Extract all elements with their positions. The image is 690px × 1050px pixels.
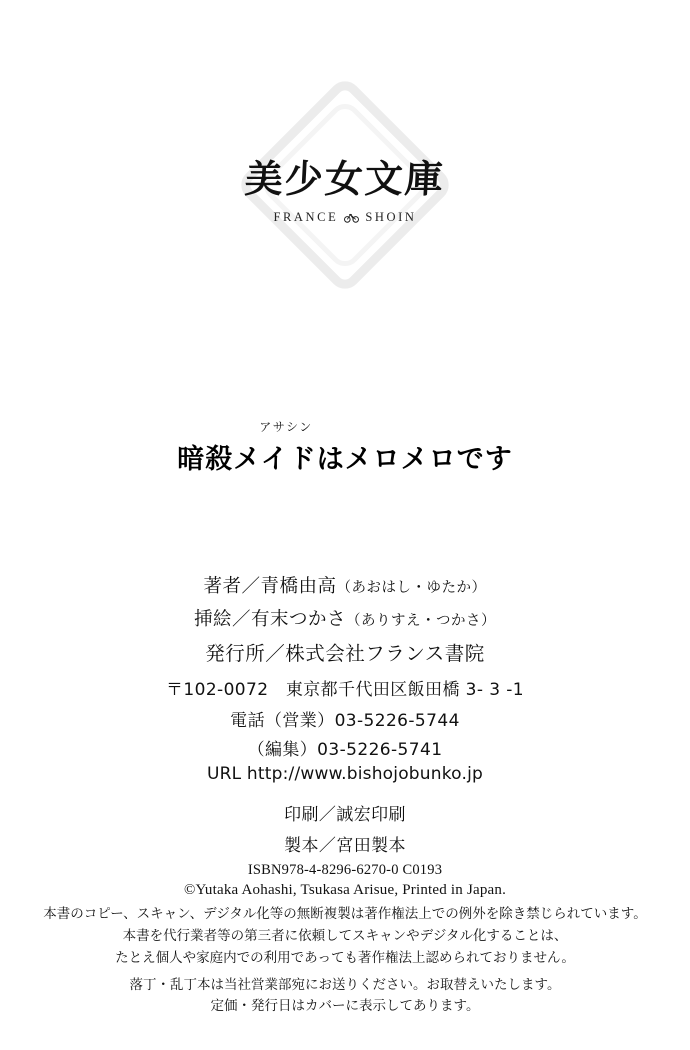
title-ruby: アサシン xyxy=(259,420,313,434)
author-line xyxy=(0,572,690,598)
book-title-block xyxy=(0,418,690,476)
legal-note-3: たとえ個人や家庭内での利用であっても著作権法上認められておりません。 xyxy=(115,949,575,966)
logo-subtitle xyxy=(273,210,416,225)
illustrator-line xyxy=(0,605,690,631)
logo-brand-text: 美少女文庫 xyxy=(243,155,447,201)
logo-sub-left: FRANCE xyxy=(273,209,339,224)
logo-wrap xyxy=(245,93,445,273)
author-label: 著者／青橋由高 xyxy=(203,576,337,597)
illustrator-label: 挿絵／有末つかさ xyxy=(193,609,346,630)
telephone-editorial-line: （編集）03-5226-5741 xyxy=(247,740,443,760)
publisher-line: 発行所／株式会社フランス書院 xyxy=(205,642,485,665)
publisher-logo xyxy=(0,88,690,278)
binding-line: 製本／宮田製本 xyxy=(284,836,406,856)
isbn-line: ISBN978-4-8296-6270-0 C0193 xyxy=(247,862,443,878)
legal-note-2: 本書を代行業者等の第三者に依頼してスキャンやデジタル化することは、 xyxy=(122,927,568,944)
colophon-block xyxy=(0,572,690,784)
production-block xyxy=(0,800,690,862)
address-line: 〒102-0072 東京都千代田区飯田橋 3- 3 -1 xyxy=(166,680,524,700)
printing-line: 印刷／誠宏印刷 xyxy=(284,805,406,825)
legal-note-1: 本書のコピー、スキャン、デジタル化等の無断複製は著作権法上での例外を除き禁じられています。 xyxy=(43,906,647,922)
author-reading: （あおはし・ゆたか） xyxy=(336,580,487,596)
illustrator-reading: （ありすえ・つかさ） xyxy=(346,613,496,629)
bicycle-icon xyxy=(344,212,359,223)
legal-note-5: 定価・発行日はカバーに表示してあります。 xyxy=(210,998,480,1015)
logo-sub-right: SHOIN xyxy=(365,209,417,224)
legal-block xyxy=(0,862,690,1018)
legal-note-4: 落丁・乱丁本は当社営業部宛にお送りください。お取替えいたします。 xyxy=(129,976,561,993)
copyright-line: ©Yutaka Aohashi, Tsukasa Arisue, Printed in Japan. xyxy=(183,882,507,898)
telephone-sales-line: 電話（営業）03-5226-5744 xyxy=(230,711,460,731)
website-url[interactable]: URL http://www.bishojobunko.jp xyxy=(206,764,484,784)
page-title: 暗殺メイドはメロメロです xyxy=(177,444,513,475)
